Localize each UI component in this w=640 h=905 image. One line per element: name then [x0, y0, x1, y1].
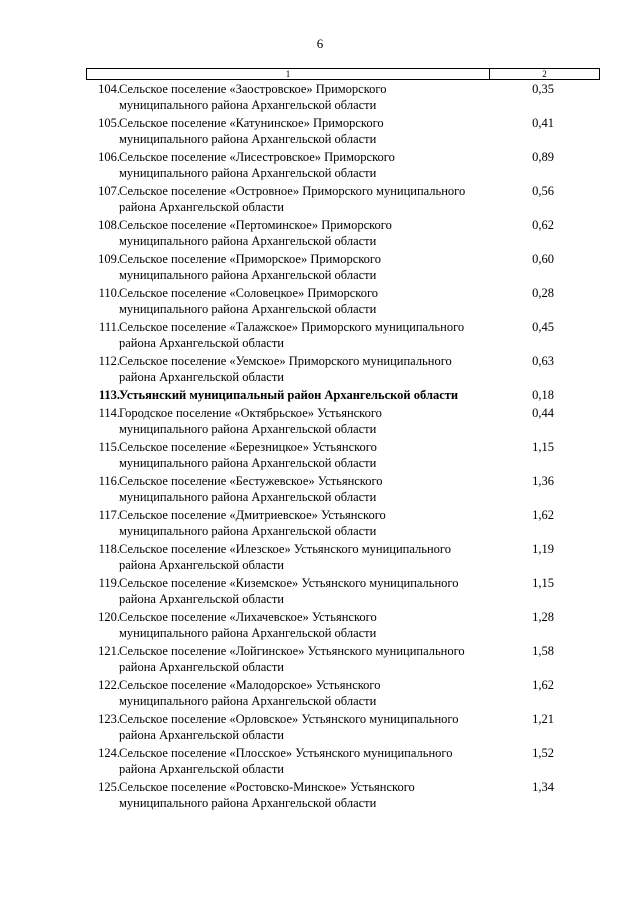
header-col-2: 2: [542, 69, 547, 79]
row-value: 0,60: [532, 252, 554, 266]
row-name: [119, 81, 485, 113]
table-row: [86, 353, 600, 387]
table-row: [86, 609, 600, 643]
table-row: [86, 183, 600, 217]
table-row: [86, 405, 600, 439]
row-name-line-1: Сельское поселение «Малодорское» Устьянского: [119, 678, 381, 692]
row-name: [119, 507, 485, 539]
row-value: 0,44: [532, 406, 554, 420]
row-number: 109.: [98, 252, 120, 266]
table-row: [86, 285, 600, 319]
row-number: 120.: [98, 610, 120, 624]
row-name: [119, 353, 485, 385]
row-name: [119, 405, 485, 437]
row-name-line-1: Сельское поселение «Пертоминское» Приморского: [119, 218, 392, 232]
row-name-line-1: Сельское поселение «Илезское» Устьянского муниципального: [119, 542, 451, 556]
table-row: [86, 81, 600, 115]
row-name: [119, 115, 485, 147]
row-number: 107.: [98, 184, 120, 198]
row-name: [119, 439, 485, 471]
row-name-line-2: муниципального района Архангельской области: [119, 234, 377, 248]
row-name: [119, 387, 485, 403]
table-row: [86, 779, 600, 813]
row-name-line-2: муниципального района Архангельской области: [119, 456, 377, 470]
row-value: 1,58: [532, 644, 554, 658]
row-name-line-1: Сельское поселение «Лойгинское» Устьянского муниципального: [119, 644, 465, 658]
row-number: 115.: [98, 440, 120, 454]
row-value: 1,62: [532, 678, 554, 692]
row-number: 108.: [98, 218, 120, 232]
table-row: [86, 473, 600, 507]
row-value: 0,45: [532, 320, 554, 334]
row-value: 0,56: [532, 184, 554, 198]
table-row: [86, 507, 600, 541]
row-name-line-1: Сельское поселение «Талажское» Приморского муниципального: [119, 320, 465, 334]
row-name: [119, 575, 485, 607]
row-name-line-1: Сельское поселение «Лихачевское» Устьянского: [119, 610, 377, 624]
row-value: 1,15: [532, 440, 554, 454]
row-name-line-2: муниципального района Архангельской области: [119, 626, 377, 640]
table-row: [86, 115, 600, 149]
row-name-line-1: Сельское поселение «Плосское» Устьянского муниципального: [119, 746, 453, 760]
row-name-line-1: Сельское поселение «Заостровское» Приморского: [119, 82, 387, 96]
row-name-line-1: Сельское поселение «Березницкое» Устьянского: [119, 440, 377, 454]
row-name: [119, 149, 485, 181]
row-value: 0,41: [532, 116, 554, 130]
row-name-line-1: Сельское поселение «Ростовско-Минское» Устьянского: [119, 780, 415, 794]
row-number: 110.: [98, 286, 120, 300]
row-value: 1,34: [532, 780, 554, 794]
row-name-line-1: Сельское поселение «Киземское» Устьянского муниципального: [119, 576, 459, 590]
row-value: 1,19: [532, 542, 554, 556]
row-name: [119, 183, 485, 215]
row-name-line-2: района Архангельской области: [119, 592, 284, 606]
table-row: [86, 387, 600, 405]
table-row: [86, 319, 600, 353]
row-name-line-2: муниципального района Архангельской области: [119, 132, 377, 146]
row-name-line-2: муниципального района Архангельской области: [119, 422, 377, 436]
row-name-line-1: Устьянский муниципальный район Архангельской области: [119, 388, 459, 402]
row-value: 1,62: [532, 508, 554, 522]
row-value: 1,21: [532, 712, 554, 726]
row-name-line-1: Сельское поселение «Дмитриевское» Устьянского: [119, 508, 386, 522]
table-row: [86, 251, 600, 285]
row-name-line-2: муниципального района Архангельской области: [119, 490, 377, 504]
row-number: 106.: [98, 150, 120, 164]
row-name-line-1: Городское поселение «Октябрьское» Устьянского: [119, 406, 382, 420]
row-name-line-2: муниципального района Архангельской области: [119, 166, 377, 180]
row-number: 104.: [98, 82, 120, 96]
row-value: 0,35: [532, 82, 554, 96]
row-name-line-1: Сельское поселение «Приморское» Приморского: [119, 252, 381, 266]
row-number: 105.: [98, 116, 120, 130]
table-row: [86, 745, 600, 779]
header-col-1: 1: [87, 69, 490, 79]
row-value: 1,28: [532, 610, 554, 624]
page-number: 6: [316, 36, 324, 51]
row-value: 1,36: [532, 474, 554, 488]
row-number: 114.: [98, 406, 120, 420]
table-row: [86, 217, 600, 251]
row-name-line-2: муниципального района Архангельской области: [119, 302, 377, 316]
row-name: [119, 285, 485, 317]
row-name: [119, 643, 485, 675]
row-number: 125.: [98, 780, 120, 794]
row-number: 116.: [98, 474, 120, 488]
row-name: [119, 473, 485, 505]
row-value: 0,89: [532, 150, 554, 164]
row-number: 112.: [98, 354, 120, 368]
table-body: [86, 81, 600, 813]
table-row: [86, 677, 600, 711]
row-number: 118.: [98, 542, 120, 556]
row-name: [119, 711, 485, 743]
row-name: [119, 779, 485, 811]
row-name: [119, 745, 485, 777]
row-name-line-2: района Архангельской области: [119, 558, 284, 572]
table-row: [86, 439, 600, 473]
row-number: 119.: [98, 576, 120, 590]
row-number: 124.: [98, 746, 120, 760]
row-name-line-1: Сельское поселение «Бестужевское» Устьянского: [119, 474, 383, 488]
table-header: [86, 68, 600, 80]
row-value: 0,62: [532, 218, 554, 232]
row-value: 1,52: [532, 746, 554, 760]
row-value: 1,15: [532, 576, 554, 590]
table-row: [86, 643, 600, 677]
row-name-line-2: района Архангельской области: [119, 336, 284, 350]
row-name: [119, 677, 485, 709]
row-name-line-2: муниципального района Архангельской области: [119, 98, 377, 112]
row-number: 113.: [98, 388, 120, 402]
row-number: 117.: [98, 508, 120, 522]
row-name-line-2: муниципального района Архангельской области: [119, 268, 377, 282]
row-name-line-2: района Архангельской области: [119, 762, 284, 776]
table-row: [86, 149, 600, 183]
row-name-line-1: Сельское поселение «Уемское» Приморского муниципального: [119, 354, 452, 368]
row-number: 122.: [98, 678, 120, 692]
row-name: [119, 217, 485, 249]
row-value: 0,28: [532, 286, 554, 300]
row-name-line-1: Сельское поселение «Островное» Приморского муниципального: [119, 184, 466, 198]
row-number: 123.: [98, 712, 120, 726]
row-name-line-1: Сельское поселение «Катунинское» Приморского: [119, 116, 384, 130]
table-row: [86, 575, 600, 609]
row-value: 0,63: [532, 354, 554, 368]
row-name-line-2: муниципального района Архангельской области: [119, 694, 377, 708]
row-name: [119, 251, 485, 283]
row-value: 0,18: [532, 388, 554, 402]
row-name-line-1: Сельское поселение «Соловецкое» Приморского: [119, 286, 379, 300]
row-number: 111.: [99, 320, 120, 334]
row-name: [119, 541, 485, 573]
row-name-line-2: района Архангельской области: [119, 370, 284, 384]
row-name-line-1: Сельское поселение «Лисестровское» Приморского: [119, 150, 395, 164]
row-number: 121.: [98, 644, 120, 658]
row-name-line-1: Сельское поселение «Орловское» Устьянского муниципального: [119, 712, 459, 726]
row-name-line-2: муниципального района Архангельской области: [119, 796, 377, 810]
row-name-line-2: района Архангельской области: [119, 660, 284, 674]
row-name-line-2: района Архангельской области: [119, 200, 284, 214]
table-row: [86, 711, 600, 745]
row-name: [119, 319, 485, 351]
row-name-line-2: района Архангельской области: [119, 728, 284, 742]
row-name-line-2: муниципального района Архангельской области: [119, 524, 377, 538]
table-row: [86, 541, 600, 575]
row-name: [119, 609, 485, 641]
